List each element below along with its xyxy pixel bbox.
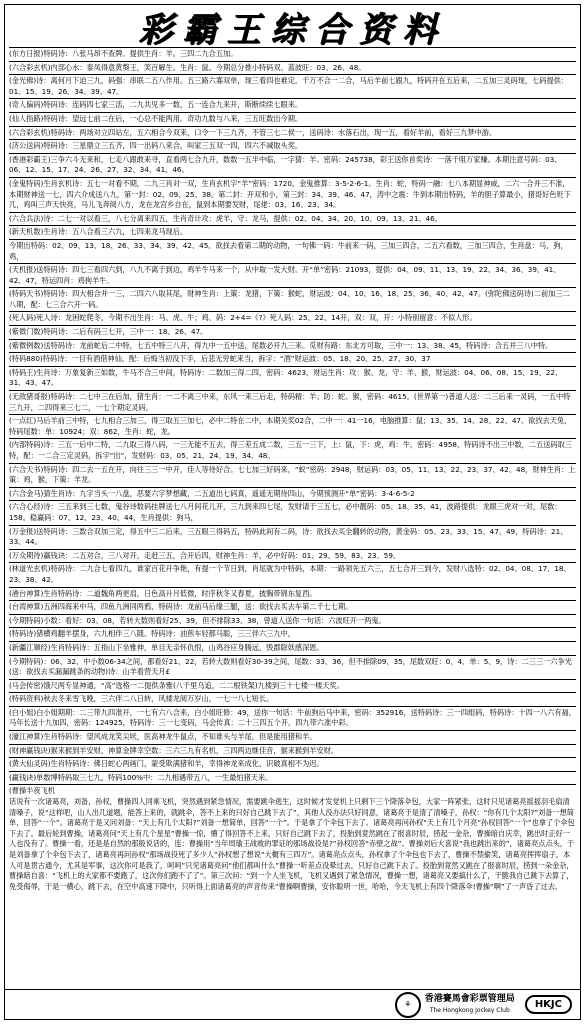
text-paragraph: (特码资料)秋去冬来雪飞晚，三六伴二八日转，风楼龙阅万岁山，一七一八七短长。 [9,694,274,704]
footer-org: 香港賽馬會彩票管理局 [424,993,515,1004]
text-paragraph: (死人码)死人诗：龙困蛇爬冬，今期不出生肖：马、虎、牛；鸡、码：2+4=《?》死人码：25、22、14开，双：双，开：小特别留意：不似人形。 [9,313,477,323]
text-paragraph: (紫微例数)送特码诗：龙前蛇后二中特，七五中特三八开，得九中一五中送，尾数必开九三来。觅财有路：东北方可取，三中一：13、38、45，特码诗：合五并三八中特。 [9,340,553,350]
text-paragraph: 话说有一次诸葛亮，刘备，孙权，曹操四人同乘飞机，突然遇到紧急情况，需要跳伞逃生，这时候才发觉机上只剩下三个降落伞包，大家一阵紧张，这时只见诸葛亮摇摇羽毛扇清清嗓子，说“这样吧，山人出几道题，能答上来的，就跳伞，答不上来的只好自己跳下去了”，其他人没办法只好同意，诸葛亮于是清了清嗓子，孙权：“你有几个太阳?”刘备一想简单，回答“一个”。诸葛亮于是又问刘备：“天上有几个太阳?”刘备一想简单，回答“一个”。于是拿了个伞包下去了。诸葛亮再问孙权“天上有几个月亮”孙权回答“一个”也拿了个伞包下去了。最后轮到曹操，诸葛亮问“天上有几个星星”曹操一惊，懵了得回答不上来，只好自己跳下去了，投胎到竟然跳在了报喜时辰，捞起一金杂，曹操暗自庆幸，跳出时正好一人也没有了。曹操一看，还是是自然的那般说话的，连：曹操用“当年周瑜王战败的罪证的那场战役是?”孙权回答“赤壁之战”。曹操刘后大喜说“我也跳出来的”，诸葛亮点点头，于是刘备拿了个伞包下去了，诸葛亮再问孙权“那场战役死了多少人”孙权想了想说“大概有三四万”。诸葛亮点点头，孙权拿了个伞包也下去了，曹操不禁偷笑，诸葛亮挥挥扇子，本人可是贯古通今，尤其是军事，这次你可是我了，呵呵”只见诸葛亮问“他们都叫什么”曹操一听差点没晕过去，只好自己跳下去了。投胎到竟然又跳在了报喜时辰，捞到一朵金杂，曹操暗自喜：“飞机上的大家都不要跑了，这次你们跑不了了”。第三次问：“到一个人坐飞机，飞机又遇到了紧急情况，曹操一想，诸葛亮又要搞什么了，干脆我自己跳下去算了，免受侮辱，于是一横心，跳下去，在空中高速下降中，只听得上面诸葛亮的声音传来“曹操啊曹操，安你聪明一世，哈哈，今天飞机上有四个降落伞!曹操“啊”了一声昏了过去。 [9,797,575,891]
text-paragraph: (黄大仙灵码)生肖特码诗：佛日蛇心两画门，蒙受欺满猪和羊，幸得神龙来成化，识破真相不为迟。 [9,759,324,769]
text-paragraph: (无敌猪哥报)特码诗：二七中三在后加，猪生肖：一二不离三中来，东风一来三后走，特码精：羊；防：蛇、猴，密码：4615。(世界第一)普道人送：二三后来一灵码，一五中特三九开，二四得来三七二，一七个期定灵码。 [9,392,571,412]
text-paragraph: (万金报)送特码诗：三数合双加三定，得五中三二后来，三五眼三得码五，特码此间有二码，诗：欲找去买全翻转的动物，黄金码：05、23、33、15、47、49，特码诗：21、33、44。 [9,526,568,547]
text-block [9,366,576,390]
text-block [9,61,576,75]
text-paragraph: (东方日报)特码诗：八张马昂不查牌。提供生肖：羊。三四二九合五加。 [9,49,238,58]
text-paragraph: (马会传密)饿尺两专显神通，“高”选格一二提供条雅(八千里乌追，二二根铁架)九楼到三十七楼一楼天奖。 [9,680,344,690]
text-block [9,225,576,239]
text-paragraph: (曹操半夜飞机 [9,786,55,796]
text-paragraph: (财神赢钱诀)猴来猴到羊安财，神算金牌幸空数：三六三九有名机，三四两边继佳音，猴来猴到羊安财。 [9,745,339,755]
text-block [9,679,576,693]
text-block [9,287,576,311]
text-paragraph: (紫微门数)特码诗：二后有码三七开，三中一：18、26、47。 [9,327,208,337]
text-block [9,98,576,112]
text-paragraph: (六合彩玄机)内部心水：泰凤得意黄獒王，笑百解生。生肖：鼠。今期总分推小特码双。蓝波旺：03、26、48。 [9,62,366,72]
text-block [9,438,576,462]
text-paragraph: (济公送码)特码诗：三星鼎立三五齐，四一出码八来合，叫家三五双一四，四六不减取头奖。 [9,141,303,151]
text-block [9,500,576,524]
text-paragraph: (特码天书)特码诗：四大相合并一三，二四六八取其尾，财神生肖：上策：龙猪，下策：猴蛇，财运波：04、10、16、18、25、36、40、42、47。(弥陀佛送码诗)二前加三二八期，配：七三合六开一码。 [9,289,570,309]
text-block [9,600,576,614]
text-paragraph: (六合兵法)诗：二七一对以看三，八七分离来四五，生肖奇计攻：虎羊，守：龙马，提供：02、04、34、20、10、09、13、21、46。 [9,213,442,223]
footer-badge: HKJC [525,995,572,1014]
text-paragraph: (林道光玄机)特码诗：二九合七看四九，谁家百花开争艳，有提一个节日到，肖尾就为中特码，本期：一路领先五六三，五七合开三到今，发财八选特：02、04、08、17、18、23、38、42。 [9,564,571,584]
text-paragraph: (台湾神算)五洲四海来中马，四鱼九洲同两鸦，特码诗：龙前马后缘三腿，送：欲找去买去车第二千七七期。 [9,602,353,612]
text-paragraph: (港台神算)生肖特码诗：二道魏角两更肩，日色高升月低微，时序秋冬又春夏，披胸带锦东复西。 [9,588,317,598]
text-paragraph: (六合心经)诗：三五来到三七数，鬼谷诗数码挂牌送七八月间花儿开，三九到来四七尾，发财请于三五七，必中靓码：05、18、35、41，波路提供：龙眼三虎对一对，尾数：158。稳赢码：07、12、23、40、44，生肖提供：狗马， [9,502,562,522]
text-block [9,614,576,628]
text-paragraph: (特码诗)猪横鸡翻羊摆身，六九相伴三八随。特码诗：油煎车轻都马聪，三三伴六三九中， [9,629,295,639]
text-paragraph: (今期特码)小数：看好：03、08，若转大数则看好25、39，但不排除33、38，曾道人送你一句话：六波旺开一两鬼。 [9,615,386,625]
footer-logo-text [425,994,515,1016]
text-block [9,549,576,563]
text-block [9,744,576,758]
text-block [9,212,576,226]
text-paragraph: (六合天书)特码诗：四二去一五在开，向往三三一中开，佳人等待好合。七七加三好码来，“蚁”密码：2948，财运码：03、05、11、13、22、23、37、42、48，财神生肖：上策：鸡，猴，下策：羊龙。 [9,464,576,485]
text-paragraph: (一点红)马后羊前三中特，七九相合三加三，得三取五三加七，必中二特在二中，本期关奖02合，二中一：41一16，电脑推算：鼠；13、35、14、28、22、47。欲找去天兔，特码尾数：单：10924；双：862，生肖：蛇，龙。 [9,416,572,436]
text-block [9,463,576,487]
text-block [9,627,576,641]
text-block [9,153,576,177]
text-paragraph: (金鬼特码)生肖玄机诗：五七一对看不期，二九三肖对一双，生肖玄机字“羊”密码：1720。金鬼推算：3-5-2-6-1。生肖：蛇，特码一融：七八本期显神威，二六一合并三不准，本期财神送一七，四六介成送八九，第一封：02、09、25、38。第二封：开双和小，第三封：34、39、46、47，涛中之震：牛到本期出特码，羊的胆子算最小，猪哥好色贬下几，鸡叫三声天快亮，马儿飞奔阅八方，龙在龙宫乡自在，鼠到本期要发财，尾佬：03、16、23、34。 [9,178,571,210]
text-block [9,757,576,771]
text-block [9,784,576,893]
text-block [9,487,576,501]
text-paragraph: (特码王)生肖诗：万象复新三如数，牛马不合三中间，特码诗：二数加三得二四，密码：4623，财运生肖：攻：猴、龙，守：羊、猴，财运波：04、06、08、15、19、22、31、43、47。 [9,367,563,388]
text-paragraph: 今期出特码：02、09、13、18、26、33、34、39、42、45。欲找去看第二期的动物，一句佛一码：牛前来一码，三加三四合，二五六看数，三加三四合，生肖盘：马，狗，鸡， [9,240,568,261]
text-paragraph: (今期特码)：06、32、中小数06-34之间，都看好21、22，若转大数则看好30-39之间，尾数：33、36，但不排除09、35，尾数双旺：0、4、单：5、9，诗：二三三一六争光(送：欲找去买漏漏跳条的动物)诗：山羊看营天月£ [9,656,572,677]
text-paragraph: (天机报)送特码诗：四七三看四六到，八九不离于到边，鸡羊牛马来一个，从中取一发大财。开“单”密码：21093，提供：04、09、11、13、19、22、34、36、39、41、42、47，特运四肖：鸡狗羊牛。 [9,265,561,285]
jockey-club-seal-icon: ⚘ [395,992,421,1018]
text-paragraph: (濠江神算)生肖特码诗：望风成龙笑尖吠，医高神龙牛鼠点，不知谁头与羊尾，但是能用猪和羊。 [9,732,317,742]
text-block [9,239,576,263]
content-area [5,47,580,893]
text-block [9,390,576,414]
text-block [9,112,576,126]
footer [5,989,580,1019]
text-paragraph: (内部特码)诗：三五一后中二特，二九取三得八码，一三无能不五去，得三差五成二数，三五一三下，上：鼠，下：虎，鸡：牛，密码：4958，特码诗不出三中数，二五送码取三特，配：一二合三定灵码，拆字“出”，发财码：03、05、21、24、19、34、48。 [9,440,572,460]
text-block [9,311,576,325]
text-paragraph: (万众期待)赢钱诀：二五对合，三八对开，走赶三五，合开后四，财神生肖：羊，必中好码：01、29、59、83、23、59。 [9,550,401,560]
text-paragraph: (六合彩玄机)特码诗：两场对立四站左，五六相合今双来，口令一下三九齐，不管三七二侯一，送码诗：水落石出，现一五，看好羊前，看好三九梦中游。 [9,127,497,137]
text-block [9,730,576,744]
text-paragraph: (白小姐)白小姐期期：二三带九四准开，一七有六八合来，白小姐旺修：49，送你一句话：牛前狗后马中来，密码：352916，送特码诗：三一四组码，特码诗：十四一八六有福，马年长送十九加四，密码：124925，特码诗：三一七变码，马会传真：二十三四五个开，四九带六准中彩。 [9,707,576,728]
text-block [9,525,576,549]
text-block [9,139,576,153]
text-block [9,325,576,339]
document-page [4,4,581,1020]
text-block [9,263,576,287]
text-block [9,771,576,785]
text-paragraph: (香港彩霸王)三争六斗无来和，七走八跟敢来寻，直看两七合九开，数数一五半中临，一字猜：羊。密码：245738，彩王送你首奖诗：一落千咀万家赚。本期注意号码：03、06、12、15、17、24、26、27、32、34、41、46。 [9,154,562,175]
text-paragraph: (特码880)特码诗：一目有酒借神仙，配：后悔当初没下手，后悲无穷蛇来当，拆字：“酒”财运波：05、18、20、25、27、30、37 [9,354,431,364]
text-block [9,414,576,438]
footer-org-en: The Hongkong Jockey Club [429,1006,510,1014]
text-block [9,177,576,212]
text-block [9,641,576,655]
text-paragraph: (金光佛)诗：离何月下迫三九，码强：串联二五八作用。五三路六寡双单，现三看四也难定，千万不合一二合，马后羊前七跟九，特码开在五后来，二五加三灵码现，七码提供：01、15、19、26、34、39、47。 [9,76,569,96]
text-paragraph: (新疆江顺经)生肖特码诗：五指山下坐雅伸，单目无亲怀仇恨，山鸡谷应身腾远，毁郡除妖感深恩。 [9,642,324,652]
text-paragraph: (赢钱诀)单数博特码取三七九，特码100%中：二九相遇带五八，一生最怕猪天来。 [9,772,273,782]
text-block [9,562,576,586]
text-block [9,587,576,601]
text-paragraph: (新天机数)生肖诗：五八合看三六九，七四来龙马现后。 [9,227,188,237]
text-block [9,352,576,366]
text-block [9,126,576,140]
page-title: 彩霸王综合资料 [138,9,447,50]
text-block [9,339,576,353]
text-block [9,706,576,730]
text-paragraph: (仙人指路)特码诗：望远七前二在后，一心总不能两用。奇功九数与八来，三五旺数出今期。 [9,113,303,123]
text-block [9,655,576,679]
text-block [9,692,576,706]
text-paragraph: (六合金马)猜生肖诗：九字当头一八盘，恶要六字梦想藏，二五道出七码真，遥遥无期待四山，今期预测开“单”密码：3-4-6-5-2 [9,488,415,498]
text-block [9,74,576,98]
text-paragraph: (奇人偏码)特码诗：连码四七家三活，二九共见多一数，五一连合九来开，斯断续续七眼来。 [9,100,303,110]
